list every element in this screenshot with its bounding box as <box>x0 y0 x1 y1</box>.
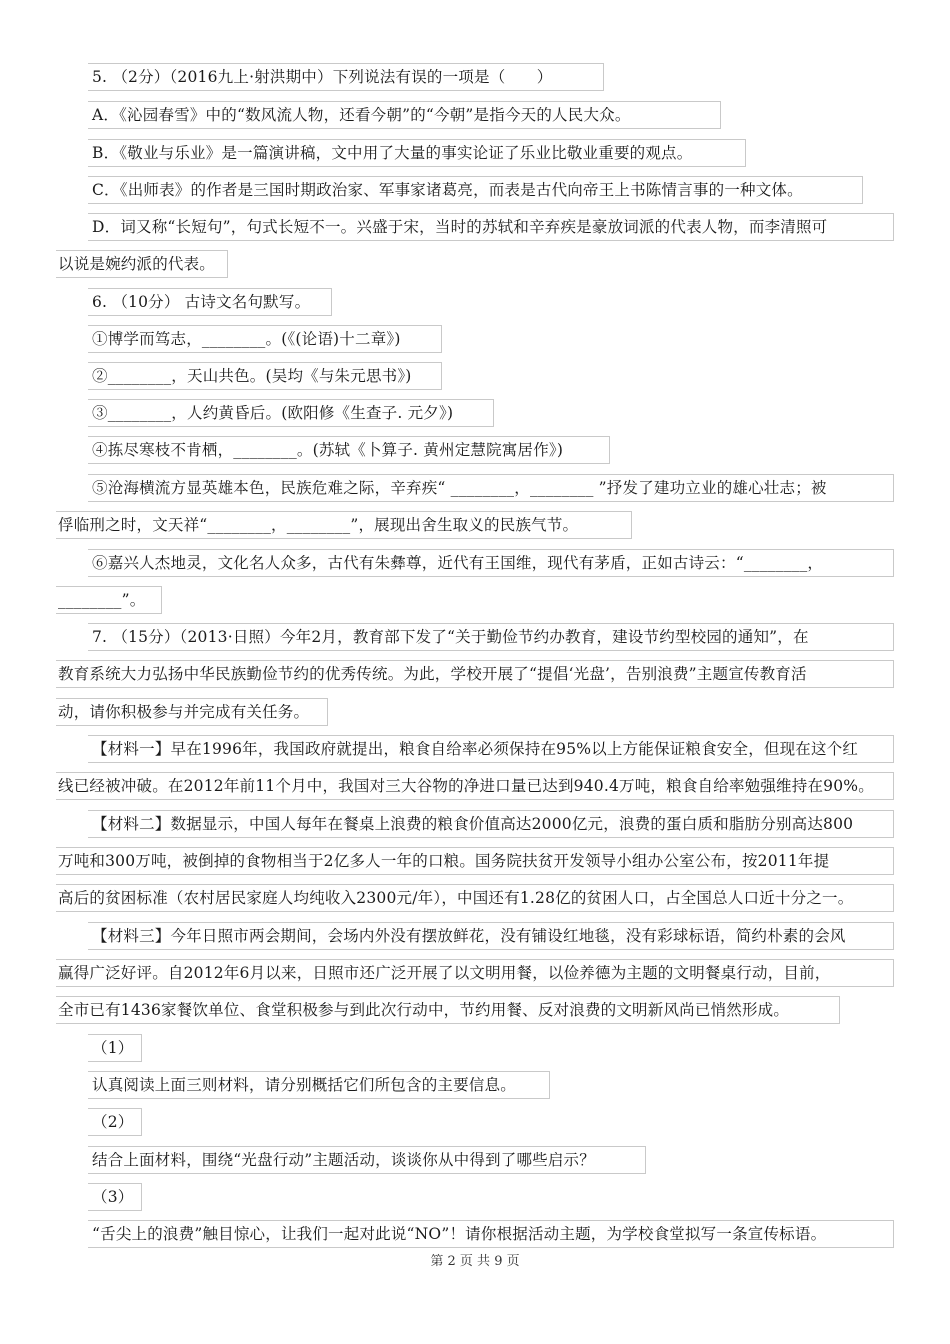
q7-stem-line2: 教育系统大力弘扬中华民族勤俭节约的优秀传统。为此，学校开展了“提倡‘光盘’，告别浪费”主题宣传教育活 <box>58 665 807 683</box>
q6-item-2: ②________，天山共色。(吴均《与朱元思书》) <box>92 367 412 385</box>
q6-item-4: ④拣尽寒枝不肯栖，________。(苏轼《卜算子. 黄州定慧院寓居作》) <box>92 441 564 459</box>
material-1-line2: 线已经被冲破。在2012年前11个月中，我国对三大谷物的净进口量已达到940.4万吨，粮食自给率勉强维持在90%。 <box>58 777 874 795</box>
material-3-line1: 【材料三】今年日照市两会期间，会场内外没有摆放鲜花，没有铺设红地毯，没有彩球标语，简约朴素的会风 <box>92 927 846 945</box>
q6-item-5-line1: ⑤沧海横流方显英雄本色，民族危难之际，辛弃疾“ ________，________ ”抒发了建功立业的雄心壮志；被 <box>92 479 827 497</box>
q5-stem: 5. （2分）（2016九上·射洪期中）下列说法有误的一项是（ ） <box>92 68 553 86</box>
q6-item-5-line2: 俘临刑之时，文天祥“________，________”，展现出舍生取义的民族气节。 <box>58 516 579 534</box>
subquestion-2-number: （2） <box>92 1113 134 1131</box>
subquestion-1-text: 认真阅读上面三则材料，请分别概括它们所包含的主要信息。 <box>92 1076 516 1094</box>
subquestion-3-number: （3） <box>92 1188 134 1206</box>
q6-stem: 6. （10分） 古诗文名句默写。 <box>92 293 311 311</box>
q5-option-d-line1: D．词又称“长短句”，句式长短不一。兴盛于宋，当时的苏轼和辛弃疾是豪放词派的代表人物，而李清照可 <box>92 218 828 236</box>
q6-item-6-line1: ⑥嘉兴人杰地灵，文化名人众多，古代有朱彝尊，近代有王国维，现代有茅盾，正如古诗云：“________， <box>92 554 824 572</box>
q5-option-d-line2: 以说是婉约派的代表。 <box>58 255 216 273</box>
material-1-line1: 【材料一】早在1996年，我国政府就提出，粮食自给率必须保持在95%以上方能保证粮食安全，但现在这个红 <box>92 740 859 758</box>
material-3-line3: 全市已有1436家餐饮单位、食堂积极参与到此次行动中，节约用餐、反对浪费的文明新风尚已悄然形成。 <box>58 1001 790 1019</box>
subquestion-2-text: 结合上面材料，围绕“光盘行动”主题活动，谈谈你从中得到了哪些启示？ <box>92 1151 595 1169</box>
q7-stem-line1: 7. （15分）（2013·日照）今年2月，教育部下发了“关于勤俭节约办教育，建设节约型校园的通知”，在 <box>92 628 809 646</box>
q6-item-1: ①博学而笃志，________。(《(论语)十二章》) <box>92 330 401 348</box>
q5-option-b: B．《敬业与乐业》是一篇演讲稿，文中用了大量的事实论证了乐业比敬业重要的观点。 <box>92 144 693 162</box>
page-footer: 第 2 页 共 9 页 <box>430 1254 520 1269</box>
subquestion-1-number: （1） <box>92 1039 134 1057</box>
material-2-line3: 高后的贫困标准（农村居民家庭人均纯收入2300元/年），中国还有1.28亿的贫困人口，占全国总人口近十分之一。 <box>58 889 854 907</box>
material-3-line2: 赢得广泛好评。自2012年6月以来，日照市还广泛开展了以文明用餐，以俭养德为主题的文明餐桌行动，目前， <box>58 964 831 982</box>
q5-option-a: A．《沁园春雪》中的“数风流人物，还看今朝”的“今朝”是指今天的人民大众。 <box>92 106 631 124</box>
material-2-line2: 万吨和300万吨，被倒掉的食物相当于2亿多人一年的口粮。国务院扶贫开发领导小组办公室公布，按2011年提 <box>58 852 830 870</box>
q7-stem-line3: 动，请你积极参与并完成有关任务。 <box>58 703 310 721</box>
subquestion-3-text: “舌尖上的浪费”触目惊心，让我们一起对此说“NO”！请你根据活动主题，为学校食堂拟写一条宣传标语。 <box>92 1225 827 1243</box>
q6-item-3: ③________，人约黄昏后。(欧阳修《生查子. 元夕》) <box>92 404 454 422</box>
q6-item-6-line2: ________”。 <box>58 591 146 609</box>
material-2-line1: 【材料二】数据显示，中国人每年在餐桌上浪费的粮食价值高达2000亿元，浪费的蛋白质和脂肪分别高达800 <box>92 815 854 833</box>
q5-option-c: C．《出师表》的作者是三国时期政治家、军事家诸葛亮，而表是古代向帝王上书陈情言事的一种文体。 <box>92 181 803 199</box>
